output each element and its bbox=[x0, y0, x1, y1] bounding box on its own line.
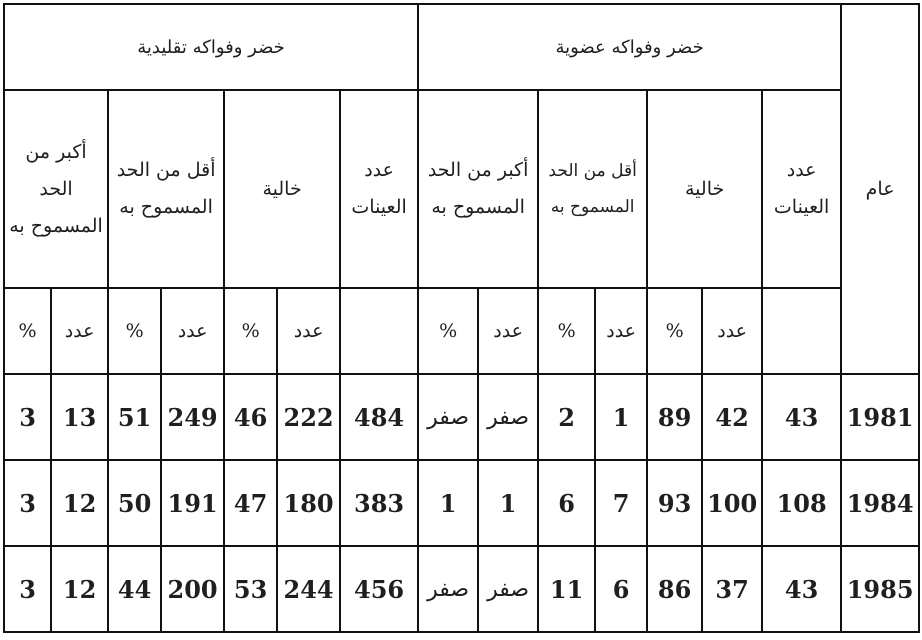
conventional-below-count-subheader: عدد bbox=[161, 288, 224, 374]
conventional-above-percent-subheader: % bbox=[4, 288, 51, 374]
conventional-free-percent-cell: 53 bbox=[224, 546, 277, 632]
organic-below-percent-cell: 6 bbox=[538, 460, 595, 546]
organic-samples-cell: 43 bbox=[762, 546, 841, 632]
conventional-above-count-subheader: عدد bbox=[51, 288, 108, 374]
organic-below-percent-cell: 2 bbox=[538, 374, 595, 460]
header-row-subheaders bbox=[4, 288, 919, 374]
conventional-free-count-cell: 222 bbox=[277, 374, 340, 460]
organic-below-count-cell: 7 bbox=[595, 460, 647, 546]
conventional-above-count-cell: 13 bbox=[51, 374, 108, 460]
organic-above-percent-subheader: % bbox=[418, 288, 478, 374]
conventional-free-count-subheader: عدد bbox=[277, 288, 340, 374]
conventional-below-limit-header: أقل من الحد المسموح به bbox=[108, 90, 224, 288]
conventional-below-count-cell: 249 bbox=[161, 374, 224, 460]
conventional-free-count-cell: 244 bbox=[277, 546, 340, 632]
organic-free-count-cell: 42 bbox=[702, 374, 762, 460]
conventional-samples-cell: 383 bbox=[340, 460, 418, 546]
organic-above-percent-cell: صفر bbox=[418, 374, 478, 460]
conventional-below-count-cell: 191 bbox=[161, 460, 224, 546]
organic-free-percent-cell: 86 bbox=[647, 546, 702, 632]
organic-above-percent-cell: 1 bbox=[418, 460, 478, 546]
header-row-categories bbox=[4, 90, 919, 288]
conventional-above-limit-header: أكبر من الحد المسموح به bbox=[4, 90, 108, 288]
table-row bbox=[4, 374, 919, 460]
organic-below-count-subheader: عدد bbox=[595, 288, 647, 374]
conventional-free-header: خالية bbox=[224, 90, 340, 288]
organic-samples-cell: 108 bbox=[762, 460, 841, 546]
conventional-above-count-cell: 12 bbox=[51, 460, 108, 546]
header-row-groups bbox=[4, 4, 919, 90]
organic-above-limit-header: أكبر من الحد المسموح به bbox=[418, 90, 538, 288]
conventional-free-percent-cell: 46 bbox=[224, 374, 277, 460]
conventional-below-count-cell: 200 bbox=[161, 546, 224, 632]
organic-above-count-cell: 1 bbox=[478, 460, 538, 546]
conventional-free-count-cell: 180 bbox=[277, 460, 340, 546]
organic-free-percent-cell: 89 bbox=[647, 374, 702, 460]
year-cell: 1981 bbox=[841, 374, 919, 460]
organic-below-count-cell: 1 bbox=[595, 374, 647, 460]
table-row bbox=[4, 546, 919, 632]
organic-free-count-subheader: عدد bbox=[702, 288, 762, 374]
conventional-samples-cell: 484 bbox=[340, 374, 418, 460]
conventional-below-percent-subheader: % bbox=[108, 288, 161, 374]
conventional-above-percent-cell: 3 bbox=[4, 374, 51, 460]
organic-below-count-cell: 6 bbox=[595, 546, 647, 632]
table-row bbox=[4, 460, 919, 546]
organic-above-count-subheader: عدد bbox=[478, 288, 538, 374]
conventional-samples-cell: 456 bbox=[340, 546, 418, 632]
organic-below-percent-cell: 11 bbox=[538, 546, 595, 632]
organic-samples-header: عدد العينات bbox=[762, 90, 841, 288]
organic-samples-cell: 43 bbox=[762, 374, 841, 460]
organic-free-count-cell: 37 bbox=[702, 546, 762, 632]
conventional-below-percent-cell: 50 bbox=[108, 460, 161, 546]
conventional-above-percent-cell: 3 bbox=[4, 460, 51, 546]
conventional-above-count-cell: 12 bbox=[51, 546, 108, 632]
conventional-below-percent-cell: 44 bbox=[108, 546, 161, 632]
conventional-free-percent-subheader: % bbox=[224, 288, 277, 374]
organic-free-percent-subheader: % bbox=[647, 288, 702, 374]
organic-free-header: خالية bbox=[647, 90, 762, 288]
organic-above-count-cell: صفر bbox=[478, 546, 538, 632]
pesticide-residue-table bbox=[3, 3, 920, 633]
organic-below-percent-subheader: % bbox=[538, 288, 595, 374]
conventional-above-percent-cell: 3 bbox=[4, 546, 51, 632]
organic-below-limit-header: أقل من الحد المسموح به bbox=[538, 90, 647, 288]
organic-free-count-cell: 100 bbox=[702, 460, 762, 546]
conventional-free-percent-cell: 47 bbox=[224, 460, 277, 546]
year-cell: 1985 bbox=[841, 546, 919, 632]
conventional-below-percent-cell: 51 bbox=[108, 374, 161, 460]
organic-group-header: خضر وفواكه عضوية bbox=[418, 4, 841, 90]
conventional-samples-subheader-empty bbox=[340, 288, 418, 374]
organic-above-count-cell: صفر bbox=[478, 374, 538, 460]
year-header: عام bbox=[841, 4, 919, 374]
year-cell: 1984 bbox=[841, 460, 919, 546]
organic-above-percent-cell: صفر bbox=[418, 546, 478, 632]
conventional-samples-header: عدد العينات bbox=[340, 90, 418, 288]
organic-free-percent-cell: 93 bbox=[647, 460, 702, 546]
conventional-group-header: خضر وفواكه تقليدية bbox=[4, 4, 418, 90]
organic-samples-subheader-empty bbox=[762, 288, 841, 374]
